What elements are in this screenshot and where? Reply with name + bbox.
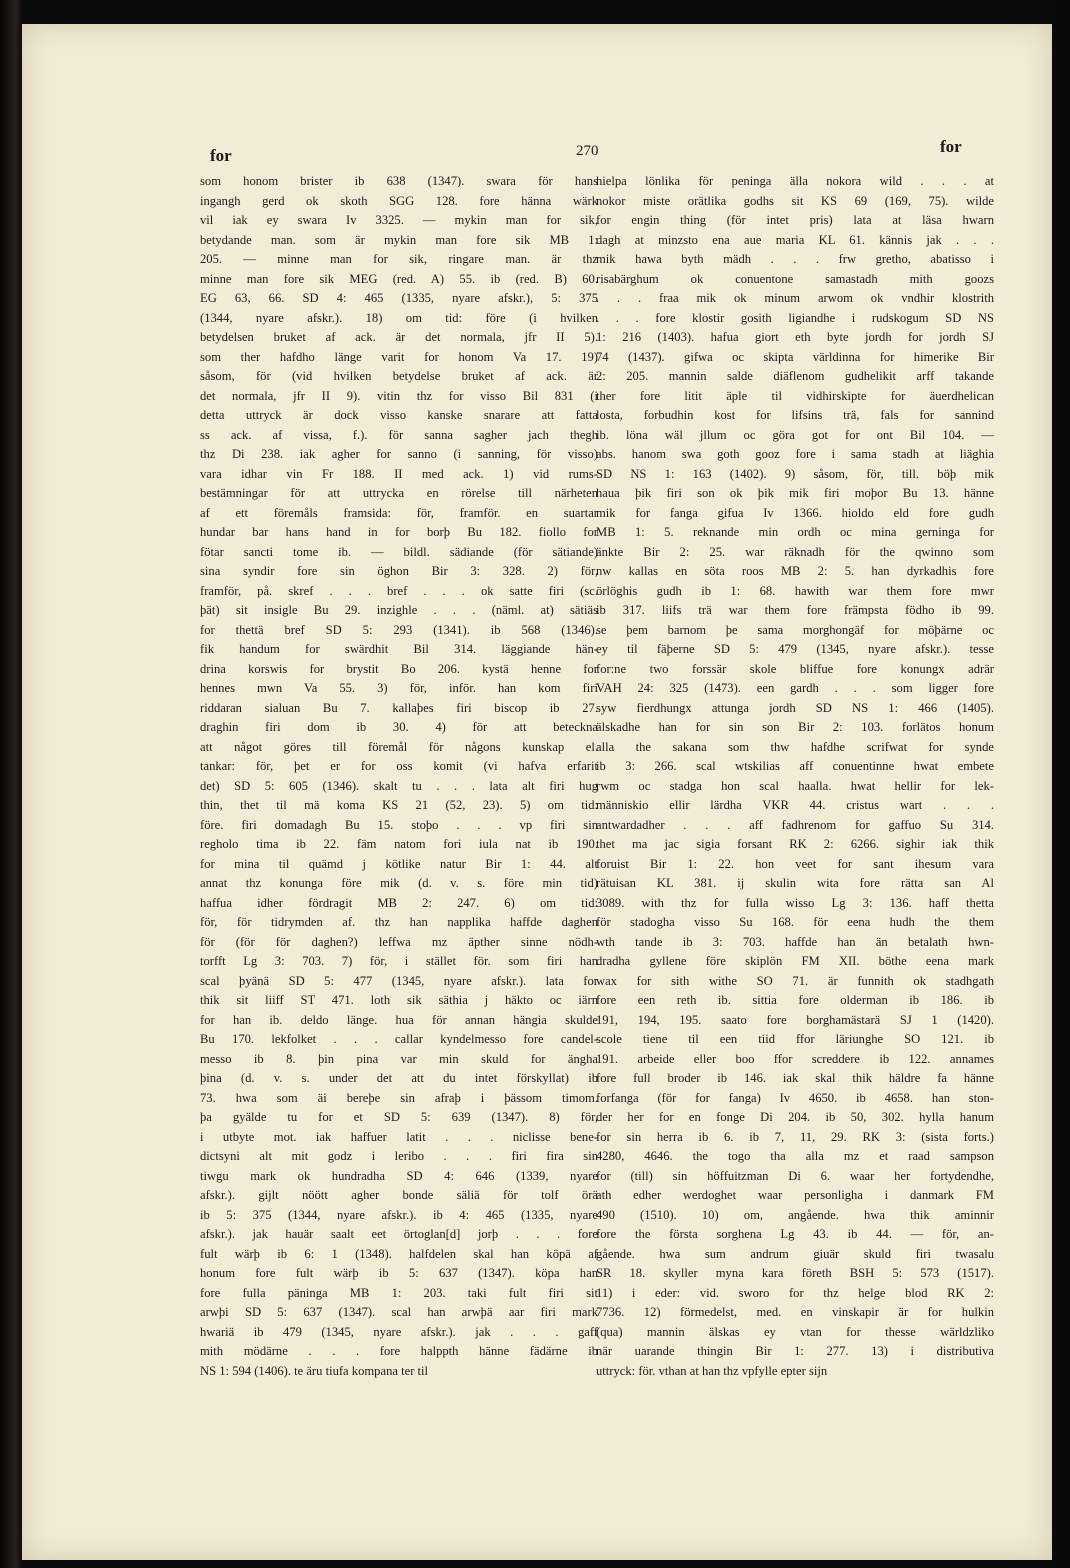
text-line: thz Di 238. iak agher for sanno (i sanning, för visso) bbox=[200, 447, 598, 461]
text-line: minne man fore sik MEG (red. A) 55. ib (red. B) 60. bbox=[200, 271, 598, 286]
text-line: þina (d. v. s. under det att du intet förskyllat) ib bbox=[200, 1071, 598, 1085]
text-line: 11) i eder: vid. sworo for thz helge blod RK 2: bbox=[596, 1285, 994, 1300]
text-line: thik sit liiff ST 471. loth sik säthia j häkto oc iärn bbox=[200, 993, 598, 1007]
text-line: Bu 170. lekfolket . . . callar kyndelmesso fore candel- bbox=[200, 1032, 598, 1046]
text-line: (qua) mannin älskas ey vtan for thesse wärldzliko bbox=[596, 1324, 994, 1339]
text-line: for han ib. deldo länge. hua för annan hängia skulde bbox=[200, 1012, 598, 1027]
text-line: dradha gyllene före skiplön FM XII. böthe eena mark bbox=[596, 954, 994, 968]
text-line: regholo tima ib 22. fäm natom fori iula nat ib 190. bbox=[200, 837, 598, 851]
text-line: 4280, 4646. the togo tha alla mz et raad sampson bbox=[596, 1149, 994, 1163]
text-line: för (för för daghen?) leffwa mz äpther sinne nödh- bbox=[200, 934, 598, 949]
text-line: alla the sakana som thw hafdhe scrifwat for synde bbox=[596, 739, 994, 754]
text-line: ey til fäþerne SD 5: 479 (1345, nyare afskr.). tesse bbox=[596, 642, 994, 656]
text-line: 205. — minne man for sik, ringare man. är thz bbox=[200, 252, 598, 266]
text-line: ib 3: 266. scal wtskilias aff conuentinne hwat embete bbox=[596, 759, 994, 773]
text-line: före. firi domadagh Bu 15. stoþo . . . vp firi sin bbox=[200, 817, 598, 832]
text-line: tankar: för, þet er for oss komit (vi hafva erfarit bbox=[200, 759, 598, 773]
text-line: SD NS 1: 163 (1402). 9) såsom, för, till. böþ mik bbox=[596, 466, 994, 481]
text-line: losta, forbudhin kost for lifsins trä, fals for sannind bbox=[596, 408, 994, 422]
text-line: scole tiene til een tiid ffor läriunghe SO 121. ib bbox=[596, 1032, 994, 1046]
text-line: 73. hwa som äi bereþe sin afraþ i þässom timom. bbox=[200, 1090, 598, 1105]
text-line: hielpa lönlika för peninga älla nokora wild . . . at bbox=[596, 174, 994, 188]
text-line: att något göres till föremål för någons kunskap el. bbox=[200, 739, 598, 754]
text-line: torfft Lg 3: 703. 7) för, i stället för. som firi han bbox=[200, 954, 598, 968]
text-line: bestämningar för att uttrycka en rörelse till närheten bbox=[200, 486, 598, 500]
text-line: riddaran sialuan Bu 7. kallaþes firi biscop ib 27. bbox=[200, 700, 598, 715]
text-line: fore full broder ib 146. iak skal thik häldre fa hänne bbox=[596, 1071, 994, 1085]
text-line: det normala, jfr II 9). vitin thz for visso Bil 831 (i bbox=[200, 388, 598, 403]
text-line: mith mödärne . . . fore halppth hänne fädärne ib bbox=[200, 1344, 598, 1358]
text-line: 191, 194, 195. saato fore borghamästarä SJ 1 (1420). bbox=[596, 1012, 994, 1027]
text-line: dictsyni alt mit godz i leribo . . . firi fira sin bbox=[200, 1149, 598, 1163]
text-line: fore fulla päninga MB 1: 203. taki fult firi sit bbox=[200, 1285, 598, 1300]
text-line: for mina til quämd j kötlike natur Bir 1: 44. alt bbox=[200, 856, 598, 871]
text-line: MB 1: 5. reknande min ordh oc mina gerninga for bbox=[596, 525, 994, 539]
text-line: thin, thet til mä koma KS 21 (52, 23). 5) om tid: bbox=[200, 798, 598, 812]
text-line: þät) sit insigle Bu 29. inzighle . . . (näml. at) sätiäs bbox=[200, 603, 598, 617]
text-line: betydande man. som är mykin man fore sik MB 1: bbox=[200, 232, 598, 247]
text-line: 490 (1510). 10) om, angående. hwa thik aminnir bbox=[596, 1207, 994, 1222]
text-line: haffua idher fördragit MB 2: 247. 6) om tid: bbox=[200, 895, 598, 910]
text-line: ib. löna wäl jllum oc göra got for ont Bil 104. — bbox=[596, 427, 994, 442]
text-line: ss ack. af vissa, f.). för sanna sagher jach thegh bbox=[200, 427, 598, 442]
text-line: såsom, för (vid hvilken betydelse bruket af ack. är bbox=[200, 369, 598, 383]
text-line: honum fore fult wärþ ib 5: 637 (1347). köpa han bbox=[200, 1266, 598, 1280]
text-line: se þem barnom þe sama morghongäf for möþärne oc bbox=[596, 622, 994, 637]
text-line: annat thz konunga före mik (d. v. s. före min tid) bbox=[200, 876, 598, 890]
text-line: ath edher werdoghet waar personligha i danmark FM bbox=[596, 1188, 994, 1202]
text-line: (1344, nyare afskr.). 18) om tid: före (i hvilken bbox=[200, 310, 598, 325]
text-line: nw kallas en söta roos MB 2: 5. han dyrkadhis fore bbox=[596, 564, 994, 578]
text-line: foruist Bir 1: 22. hon veet for sant ihesum vara bbox=[596, 856, 994, 871]
text-line: mik for fanga gifua Iv 1366. hioldo eld fore gudh bbox=[596, 505, 994, 520]
text-line: gående. hwa sum andrum giuär skuld firi twasalu bbox=[596, 1246, 994, 1261]
text-line: VAH 24: 325 (1473). een gardh . . . som ligger fore bbox=[596, 681, 994, 695]
text-line: . . . fraa mik ok minum arwom ok vndhir klostrith bbox=[596, 291, 994, 305]
text-line: 1: 216 (1403). hafua giort eth byte jordh for jordh SJ bbox=[596, 330, 994, 344]
text-line: fore the första sorghena Lg 43. ib 44. — för, an- bbox=[596, 1227, 994, 1241]
text-line: som honom brister ib 638 (1347). swara för hans bbox=[200, 174, 598, 188]
text-line: syw fierdhungx attunga jordh SD NS 1: 466 (1405). bbox=[596, 700, 994, 715]
text-line: 3089. with thz for fulla wisso Lg 3: 136. haff thetta bbox=[596, 895, 994, 910]
text-line: SR 18. skyller myna kara företh BSH 5: 573 (1517). bbox=[596, 1266, 994, 1280]
text-line: for sin herra ib 6. ib 7, 11, 29. RK 3: (sista forts.) bbox=[596, 1129, 994, 1144]
text-line: älskadhe han for sin son Bir 2: 103. forlätos honum bbox=[596, 720, 994, 734]
text-line: der her for en fonge Di 204. ib 50, 302. hylla hanum bbox=[596, 1110, 994, 1124]
text-line: thet ma jac sigia forsant RK 2: 6266. sighir iak thik bbox=[596, 837, 994, 851]
text-line: för stadogha visso Su 168. för eena hudh the them bbox=[596, 915, 994, 929]
text-line: ib 317. liifs trä war them fore främpsta födho ib 99. bbox=[596, 603, 994, 617]
text-line: sina syndir fore sin öghon Bir 3: 328. 2) för, bbox=[200, 564, 598, 578]
text-line: 7736. 12) förmedelst, med. en vinskapir är for hulkin bbox=[596, 1305, 994, 1319]
text-line: det) SD 5: 605 (1346). skalt tu . . . lata alt firi hug bbox=[200, 778, 598, 793]
text-line: hennes mwn Va 55. 3) för, inför. han kom firi bbox=[200, 681, 598, 695]
text-line: for engin thing (för intet pris) lata at läsa hwarn bbox=[596, 213, 994, 227]
text-line: afskr.). gijlt nöött agher bonde säliä för tolf örä bbox=[200, 1188, 598, 1202]
text-line: detta uttryck är dock visso kanske snarare att fatta bbox=[200, 408, 598, 422]
text-line: 74 (1437). gifwa oc skipta världinna for himerike Bir bbox=[596, 349, 994, 364]
text-line: hundar bar hans hand in for borþ Bu 182. fiollo for bbox=[200, 525, 598, 539]
text-line: . . . fore klostir gosith ligiandhe i rudskogum SD NS bbox=[596, 310, 994, 325]
text-line: ther fore litit äple til vidhirskipte for äuerdhelican bbox=[596, 388, 994, 403]
text-line: af ett föremåls framsida: för, framför. en suartar bbox=[200, 505, 598, 520]
running-head-left: for bbox=[210, 146, 232, 165]
text-line: abs. hanom swa goth gooz fore i sama stadh at liäghia bbox=[596, 447, 994, 461]
text-line: vara idhar vin Fr 188. II med ack. 1) vid rums- bbox=[200, 466, 598, 481]
text-line: afskr.). jak hauär saalt eet örtoglan[d] jorþ . . . fore bbox=[200, 1227, 598, 1241]
text-line: scal þyänä SD 5: 477 (1345, nyare afskr.). lata for bbox=[200, 973, 598, 988]
text-line: NS 1: 594 (1406). te äru tiufa kompana ter til bbox=[200, 1363, 429, 1378]
text-line: fik handum for swärdhit Bil 314. läggiande hän- bbox=[200, 642, 598, 656]
text-line: hwariä ib 479 (1345, nyare afskr.). jak . . . gaff bbox=[200, 1324, 598, 1339]
text-line: EG 63, 66. SD 4: 465 (1335, nyare afskr.), 5: 375 bbox=[200, 291, 598, 305]
text-line: framför, på. skref . . . bref . . . ok satte firi (sc. bbox=[200, 583, 598, 598]
text-line: rätuisan KL 381. ij skulin wita fore rätta san Al bbox=[596, 876, 994, 890]
text-line: forfanga (för for fanga) Iv 4650. ib 4658. han ston- bbox=[596, 1090, 994, 1105]
text-line: som ther hafdho länge varit for honom Va 17. 19) bbox=[200, 349, 598, 364]
text-line: nokor miste orätlika godhs sit KS 69 (169, 75). wilde bbox=[596, 193, 994, 208]
left-column-text bbox=[200, 172, 598, 1381]
text-line: haua þik firi son ok þik mik firi moþor Bu 13. hänne bbox=[596, 486, 994, 500]
scan-edge bbox=[1052, 0, 1070, 1568]
text-line: fötar sancti tome ib. — bildl. sädiande (för sätiande) bbox=[200, 544, 598, 559]
text-line: 191. arbeide eller boo ffor screddere ib 122. annames bbox=[596, 1051, 994, 1066]
text-line: fult wärþ ib 6: 1 (1348). halfdelen skal han köpä af bbox=[200, 1246, 598, 1261]
text-line: änkte Bir 2: 25. war räknadh för the qwinno som bbox=[596, 544, 994, 559]
text-line: for (till) sin höffuitzman Di 6. waar her fortydendhe, bbox=[596, 1168, 994, 1183]
text-line: ib 5: 375 (1344, nyare afskr.). ib 4: 465 (1335, nyare bbox=[200, 1207, 598, 1222]
book-spine-shadow bbox=[0, 0, 22, 1568]
text-line: wax for sith withe SO 71. är funnith ok stadhgath bbox=[596, 973, 994, 988]
text-line: när uarande thingin Bir 1: 277. 13) i distributiva bbox=[596, 1344, 994, 1358]
text-line: betydelsen bruket af ack. är det normala, jfr II 5). bbox=[200, 330, 598, 344]
right-column-text bbox=[596, 172, 994, 1381]
text-line: vil iak ey swara Iv 3325. — mykin man for sik, bbox=[200, 213, 598, 227]
text-line: arwþi SD 5: 637 (1347). scal han arwþä aar firi mark bbox=[200, 1305, 598, 1319]
text-line: antwardadher . . . aff fadhrenom for gaffuo Su 314. bbox=[596, 817, 994, 832]
text-line: människio ellir lärdha VKR 44. cristus wart . . . bbox=[596, 798, 994, 812]
text-line: for:ne two forssär skole bliffue fore konungx adrär bbox=[596, 661, 994, 676]
text-line: messo ib 8. þin pina var min skuld for ängha bbox=[200, 1051, 598, 1066]
text-line: mik hawa byth mädh . . . frw gretho, abatisso i bbox=[596, 252, 994, 266]
text-line: wth tande ib 3: 703. haffde han än betalath hwn- bbox=[596, 934, 994, 949]
page-number: 270 bbox=[576, 143, 599, 159]
text-line: dagh at minzsto ena aue maria KL 61. kännis jak . . . bbox=[596, 232, 994, 247]
text-line: drina korswis for brystit Bo 206. kystä henne for bbox=[200, 661, 598, 676]
text-line: i utbyte mot. iak haffuer latit . . . niclisse bene- bbox=[200, 1129, 598, 1144]
text-line: uttryck: för. vthan at han thz vpfylle epter sijn bbox=[596, 1363, 828, 1378]
text-line: draghin firi dom ib 30. 4) för att beteckna bbox=[200, 720, 598, 734]
text-line: fore een reth ib. sittia fore olderman ib 186. ib bbox=[596, 993, 994, 1007]
text-line: risabärghum ok conuentone samastadh mith goozs bbox=[596, 271, 994, 286]
text-line: for thettä bref SD 5: 293 (1341). ib 568 (1346). bbox=[200, 622, 598, 637]
text-line: rwm oc stadga hon scal haalla. hwat hellir for lek- bbox=[596, 778, 994, 793]
text-line: þa gyälde tu for et SD 5: 639 (1347). 8) för, bbox=[200, 1110, 598, 1124]
running-head-right: for bbox=[940, 137, 962, 156]
text-line: ingangh gerd ok skoth SGG 128. fore hänna wärk bbox=[200, 193, 598, 208]
text-line: örlöghis gudh ib 1: 68. hawith war them fore mwr bbox=[596, 583, 994, 598]
text-line: tiwgu mark ok hundradha SD 4: 646 (1339, nyare bbox=[200, 1168, 598, 1183]
text-line: 2: 205. mannin salde diäflenom gudhelikit arff takande bbox=[596, 369, 994, 383]
text-line: för, för tidrymden af. thz han napplika haffde daghen bbox=[200, 915, 598, 929]
